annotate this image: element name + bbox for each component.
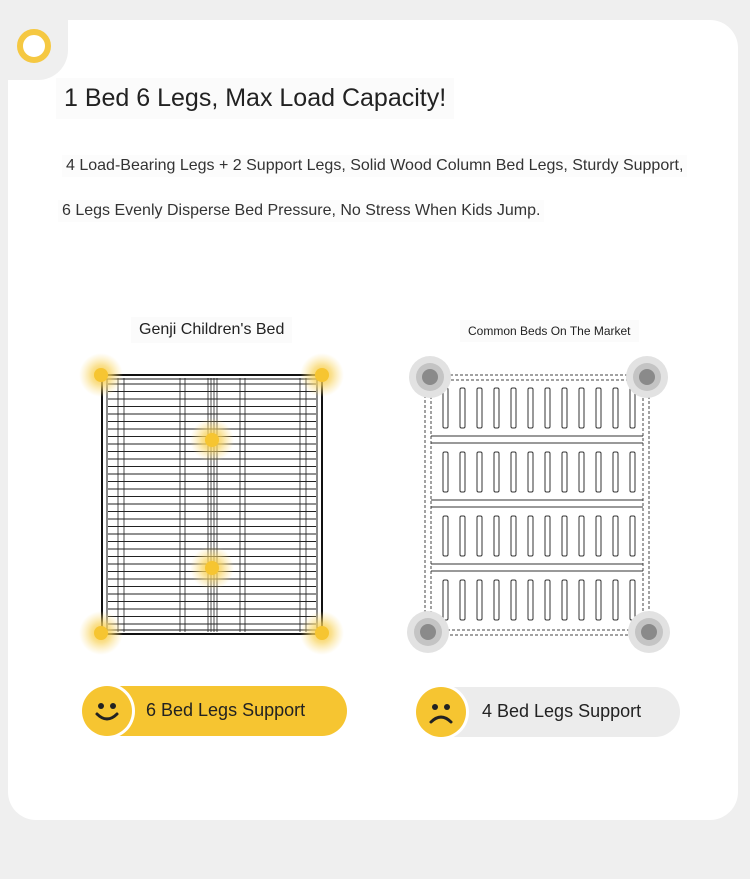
corner-leg-marker <box>315 368 329 382</box>
smiley-face-icon <box>82 686 132 736</box>
center-leg-marker <box>205 433 219 447</box>
corner-leg-marker <box>639 369 655 385</box>
corner-leg-marker <box>94 626 108 640</box>
four-legs-badge <box>416 687 680 737</box>
page-title: 1 Bed 6 Legs, Max Load Capacity! <box>56 78 454 119</box>
genji-bed-diagram <box>78 350 348 660</box>
common-bed-caption: Common Beds On The Market <box>460 320 639 342</box>
corner-leg-marker <box>422 369 438 385</box>
ring-decoration-icon <box>17 29 51 63</box>
four-legs-label: 4 Bed Legs Support <box>482 701 642 721</box>
description-line-2: 6 Legs Evenly Disperse Bed Pressure, No Stress When Kids Jump. <box>58 200 544 222</box>
six-legs-badge <box>82 686 347 736</box>
six-legs-label: 6 Bed Legs Support <box>146 700 306 720</box>
corner-leg-marker <box>315 626 329 640</box>
corner-leg-marker <box>94 368 108 382</box>
corner-leg-marker <box>420 624 436 640</box>
description-line-1: 4 Load-Bearing Legs + 2 Support Legs, Solid Wood Column Bed Legs, Sturdy Support, <box>62 155 687 177</box>
center-leg-marker <box>205 561 219 575</box>
common-bed-diagram <box>405 350 695 660</box>
sad-face-icon <box>416 687 466 737</box>
corner-leg-marker <box>641 624 657 640</box>
genji-bed-caption: Genji Children's Bed <box>131 317 292 343</box>
